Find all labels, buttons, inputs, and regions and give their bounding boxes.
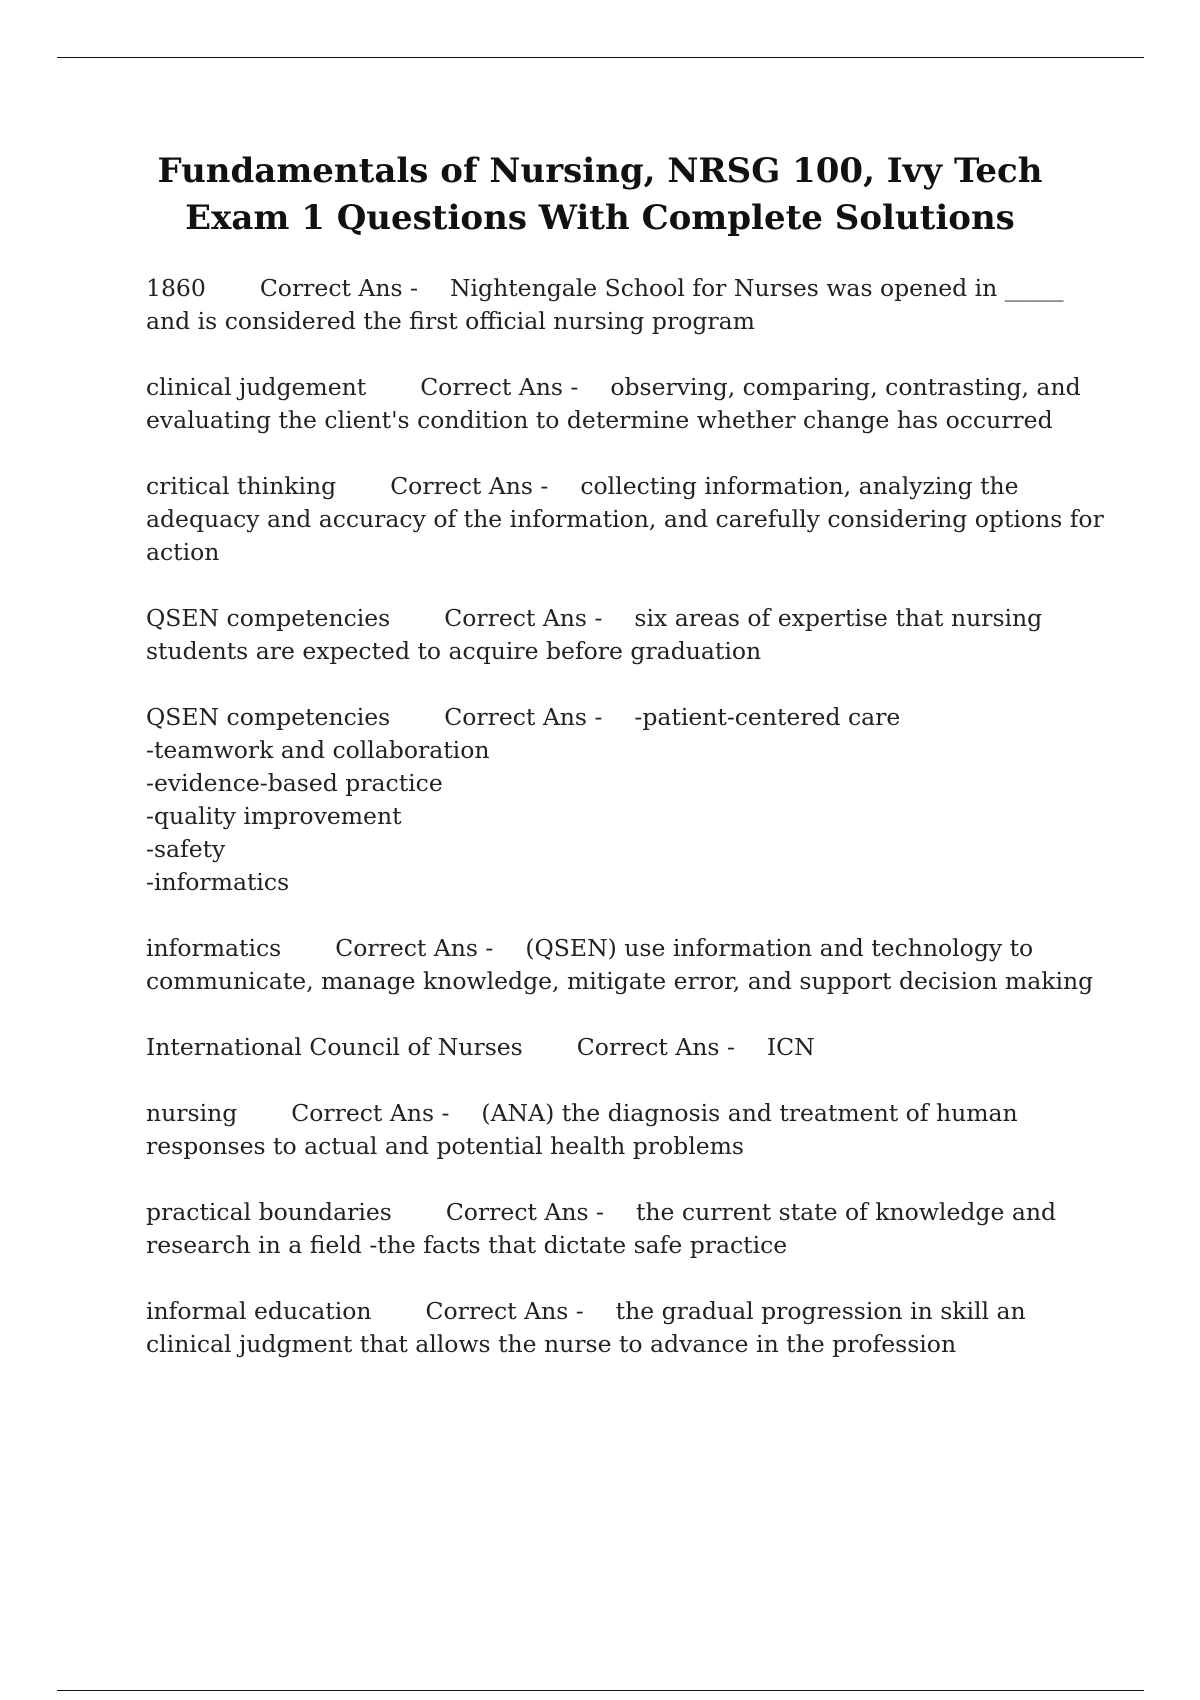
entry-definition: (QSEN) use information and technology to communicate, manage knowledge, mitigate error, and support decision making xyxy=(146,934,1094,995)
entry-definition: -patient-centered care -teamwork and collaboration -evidence-based practice -quality improvement -safety -informatics xyxy=(146,703,901,896)
entry-answer-label: Correct Ans - xyxy=(390,472,549,500)
qa-entry xyxy=(146,1097,1106,1163)
entry-answer-label: Correct Ans - xyxy=(335,934,494,962)
entry-answer-label: Correct Ans - xyxy=(576,1033,735,1061)
entry-answer-label: Correct Ans - xyxy=(445,1198,604,1226)
entry-definition: observing, comparing, contrasting, and evaluating the client's condition to determine whether change has occurred xyxy=(146,373,1081,434)
bottom-rule xyxy=(57,1690,1144,1691)
entry-term: International Council of Nurses xyxy=(146,1033,523,1061)
qa-entry xyxy=(146,470,1106,569)
entry-term: QSEN competencies xyxy=(146,604,391,632)
entry-term: informatics xyxy=(146,934,282,962)
entry-answer-label: Correct Ans - xyxy=(425,1297,584,1325)
qa-entry xyxy=(146,1031,1106,1064)
top-rule xyxy=(57,57,1144,58)
qa-entry xyxy=(146,272,1106,338)
entry-answer-label: Correct Ans - xyxy=(420,373,579,401)
entry-term: nursing xyxy=(146,1099,238,1127)
qa-entry xyxy=(146,701,1106,899)
entry-definition: the gradual progression in skill an clinical judgment that allows the nurse to advance in the profession xyxy=(146,1297,1026,1358)
entry-term: critical thinking xyxy=(146,472,337,500)
qa-entry xyxy=(146,1295,1106,1361)
title-line-1: Fundamentals of Nursing, NRSG 100, Ivy Tech xyxy=(157,151,1043,191)
entry-term: clinical judgement xyxy=(146,373,367,401)
entry-definition: the current state of knowledge and research in a field -the facts that dictate safe practice xyxy=(146,1198,1057,1259)
document-title xyxy=(100,148,1100,242)
qa-entry xyxy=(146,1196,1106,1262)
entry-definition: Nightengale School for Nurses was opened in _____ and is considered the first official nursing program xyxy=(146,274,1064,335)
entry-term: QSEN competencies xyxy=(146,703,391,731)
qa-entries xyxy=(146,272,1106,1394)
entry-answer-label: Correct Ans - xyxy=(259,274,418,302)
entry-answer-label: Correct Ans - xyxy=(291,1099,450,1127)
entry-answer-label: Correct Ans - xyxy=(444,604,603,632)
qa-entry xyxy=(146,371,1106,437)
entry-answer-label: Correct Ans - xyxy=(444,703,603,731)
qa-entry xyxy=(146,932,1106,998)
entry-term: informal education xyxy=(146,1297,372,1325)
entry-definition: ICN xyxy=(766,1033,815,1061)
entry-term: practical boundaries xyxy=(146,1198,392,1226)
title-line-2: Exam 1 Questions With Complete Solutions xyxy=(185,198,1015,238)
entry-definition: six areas of expertise that nursing students are expected to acquire before graduation xyxy=(146,604,1043,665)
entry-definition: collecting information, analyzing the adequacy and accuracy of the information, and carefully considering options for action xyxy=(146,472,1104,566)
entry-term: 1860 xyxy=(146,274,206,302)
entry-definition: (ANA) the diagnosis and treatment of human responses to actual and potential health problems xyxy=(146,1099,1018,1160)
qa-entry xyxy=(146,602,1106,668)
